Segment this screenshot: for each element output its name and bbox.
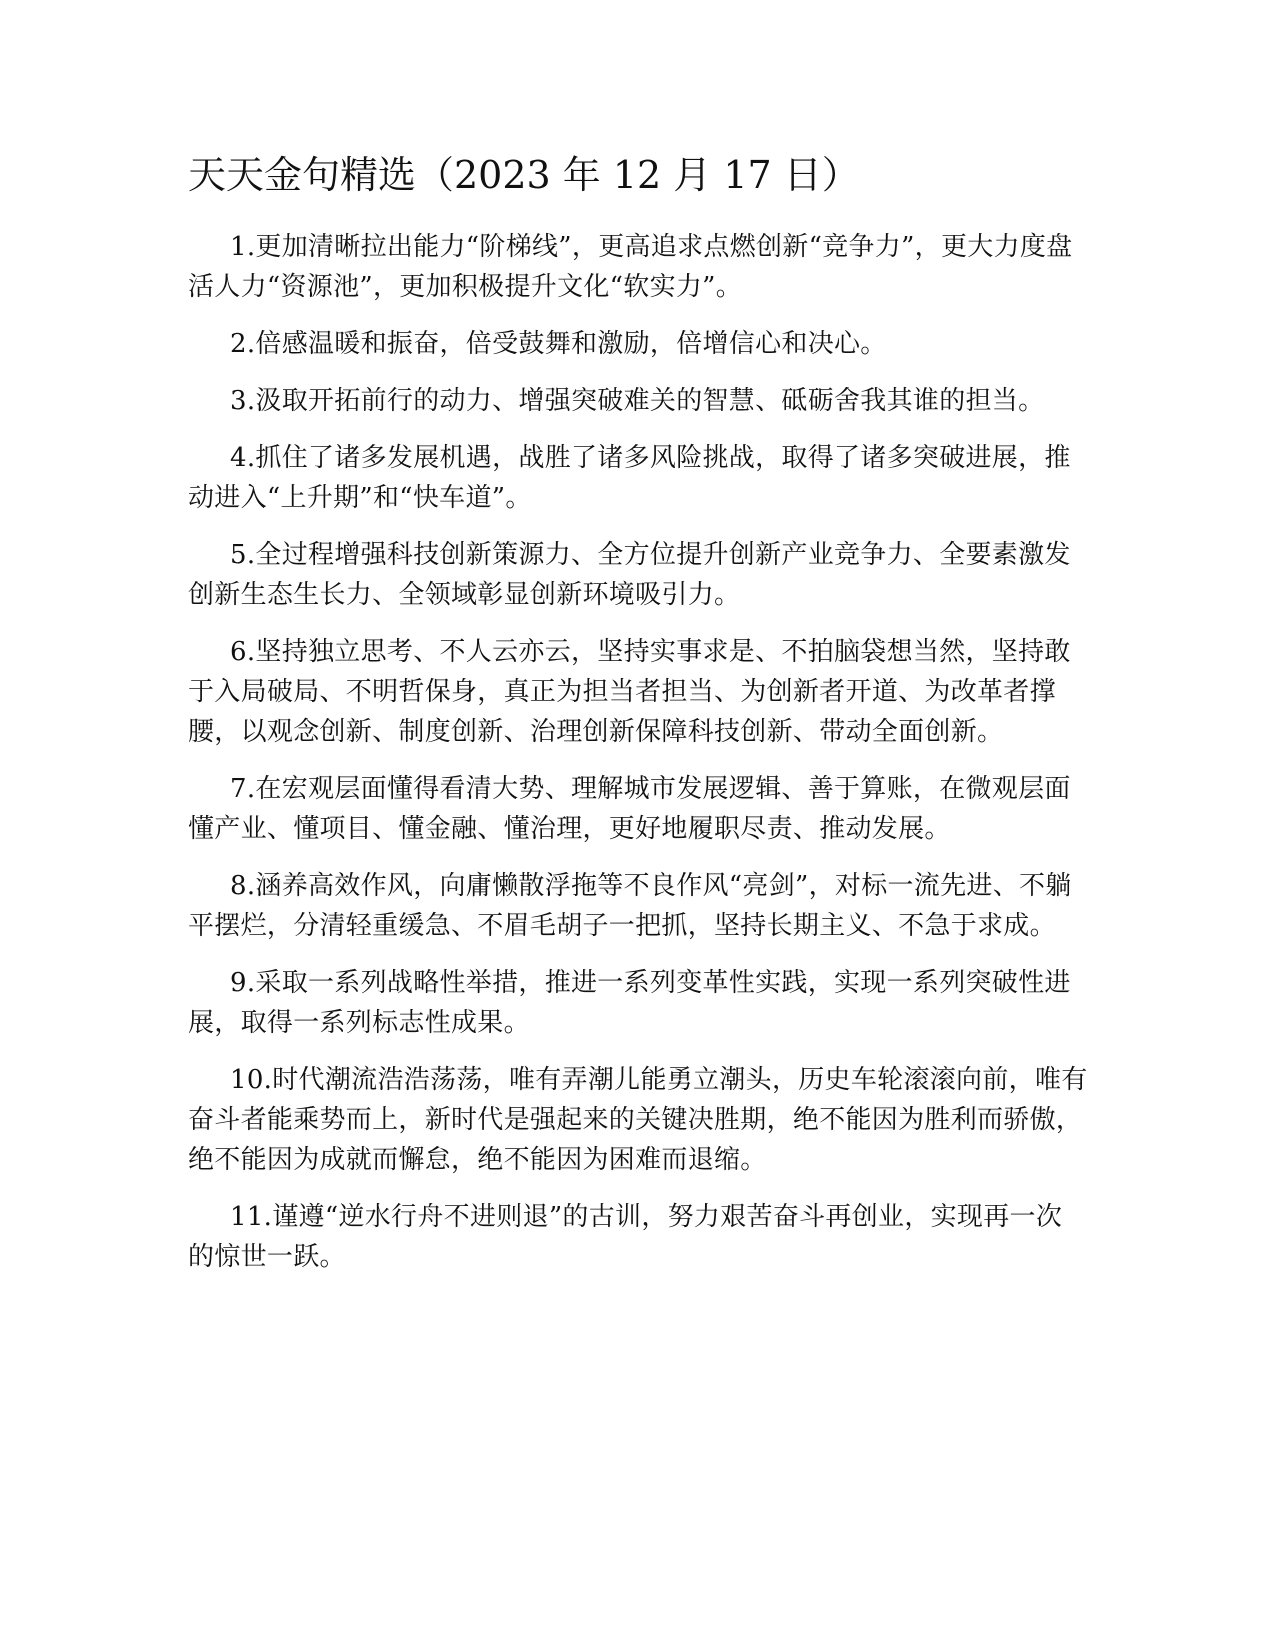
quote-item-3: 3.汲取开拓前行的动力、增强突破难关的智慧、砥砺舍我其谁的担当。 bbox=[230, 386, 1045, 416]
quote-item-5: 5.全过程增强科技创新策源力、全方位提升创新产业竞争力、全要素激发创新生态生长力、全领域彰显创新环境吸引力。 bbox=[188, 540, 1071, 610]
quote-item-10: 10.时代潮流浩浩荡荡，唯有弄潮儿能勇立潮头，历史车轮滚滚向前，唯有奋斗者能乘势而上，新时代是强起来的关键决胜期，绝不能因为胜利而骄傲，绝不能因为成就而懈怠，绝不能因为困难而退缩。 bbox=[188, 1065, 1088, 1175]
quote-item-11: 11.谨遵“逆水行舟不进则退”的古训，努力艰苦奋斗再创业，实现再一次的惊世一跃。 bbox=[188, 1202, 1063, 1272]
page-title: 天天金句精选（2023 年 12 月 17 日） bbox=[188, 153, 860, 197]
quote-list bbox=[188, 227, 1088, 1294]
quote-item-8: 8.涵养高效作风，向庸懒散浮拖等不良作风“亮剑”，对标一流先进、不躺平摆烂，分清轻重缓急、不眉毛胡子一把抓，坚持长期主义、不急于求成。 bbox=[188, 871, 1072, 941]
quote-item-4: 4.抓住了诸多发展机遇，战胜了诸多风险挑战，取得了诸多突破进展，推动进入“上升期”和“快车道”。 bbox=[188, 443, 1071, 513]
quote-item-1: 1.更加清晰拉出能力“阶梯线”，更高追求点燃创新“竞争力”，更大力度盘活人力“资源池”，更加积极提升文化“软实力”。 bbox=[188, 232, 1073, 302]
quote-item-9: 9.采取一系列战略性举措，推进一系列变革性实践，实现一系列突破性进展，取得一系列标志性成果。 bbox=[188, 968, 1071, 1038]
quote-item-7: 7.在宏观层面懂得看清大势、理解城市发展逻辑、善于算账，在微观层面懂产业、懂项目、懂金融、懂治理，更好地履职尽责、推动发展。 bbox=[188, 774, 1071, 844]
quote-item-6: 6.坚持独立思考、不人云亦云，坚持实事求是、不拍脑袋想当然，坚持敢于入局破局、不明哲保身，真正为担当者担当、为创新者开道、为改革者撑腰，以观念创新、制度创新、治理创新保障科技创新、带动全面创新。 bbox=[188, 637, 1071, 747]
quote-item-2: 2.倍感温暖和振奋，倍受鼓舞和激励，倍增信心和决心。 bbox=[230, 329, 887, 359]
